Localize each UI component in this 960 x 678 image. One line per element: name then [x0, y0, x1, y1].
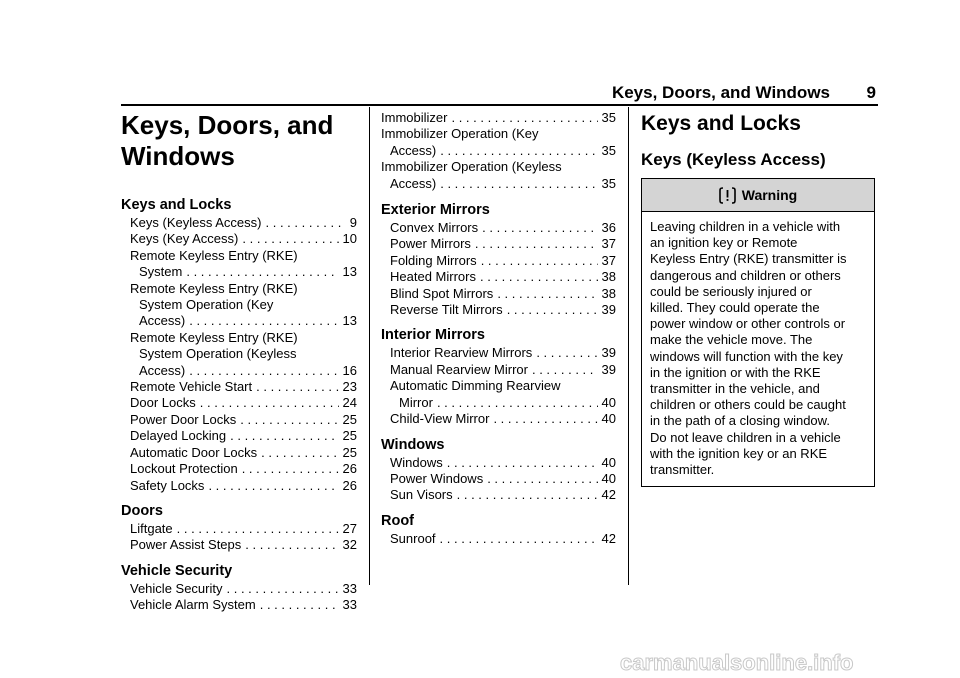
- toc-entry[interactable]: [121, 597, 357, 613]
- warning-box: [641, 178, 875, 487]
- chapter-title-line-1: Keys, Doors, and: [121, 110, 334, 140]
- toc-entry-title: Delayed Locking: [130, 428, 227, 444]
- toc-column-2: [381, 110, 616, 547]
- toc-entry-page: 23: [342, 379, 357, 395]
- toc-entry[interactable]: [121, 330, 357, 379]
- toc-entry-page: 27: [342, 520, 357, 536]
- toc-entry-page: 10: [342, 231, 357, 247]
- toc-leader-dots: [497, 286, 597, 302]
- toc-leader-dots: [457, 487, 598, 503]
- toc-entry-page: 26: [342, 461, 357, 477]
- toc-entry-page: 9: [349, 215, 357, 230]
- toc-entry-title: Convex Mirrors: [390, 220, 479, 236]
- subsection-title: Keys (Keyless Access): [641, 150, 826, 169]
- toc-section-heading: Doors: [121, 502, 163, 519]
- toc-entry-title: Windows: [390, 454, 443, 470]
- toc-leader-dots: [475, 236, 598, 252]
- toc-entry[interactable]: [121, 537, 357, 553]
- toc-list: [381, 531, 616, 547]
- toc-entry[interactable]: [381, 378, 616, 411]
- toc-entry-title: Power Door Locks: [130, 411, 237, 427]
- toc-entry[interactable]: [121, 231, 357, 247]
- warning-text-line: Do not leave children in a vehicle: [650, 429, 841, 445]
- toc-entry-page: 42: [601, 530, 616, 546]
- toc-entry-page: 38: [601, 269, 616, 285]
- warning-text-line: power window or other controls or: [650, 316, 846, 332]
- toc-list: [381, 345, 616, 427]
- toc-entry-page: 39: [601, 302, 616, 318]
- toc-entry-page: 26: [342, 477, 357, 493]
- toc-entry[interactable]: [372, 159, 616, 192]
- header-chapter-title: Keys, Doors, and Windows: [611, 83, 830, 102]
- toc-leader-dots: [240, 412, 338, 428]
- toc-entry[interactable]: [121, 395, 357, 411]
- toc-entry-page: 25: [342, 428, 357, 444]
- toc-entry[interactable]: [121, 521, 357, 537]
- toc-leader-dots: [493, 411, 597, 427]
- toc-entry-title: Keys (Key Access): [130, 231, 239, 247]
- toc-leader-dots: [227, 581, 339, 597]
- toc-entry-page: 40: [601, 470, 616, 486]
- toc-leader-dots: [177, 521, 339, 537]
- toc-list: [381, 220, 616, 318]
- toc-list: [121, 581, 357, 614]
- toc-leader-dots: [440, 531, 598, 547]
- toc-entry-page: 33: [342, 597, 357, 613]
- toc-entry-title: Liftgate: [130, 520, 173, 536]
- toc-entry-page: 39: [601, 345, 616, 361]
- content-column: [641, 111, 877, 170]
- toc-entry[interactable]: [381, 487, 616, 503]
- header-rule: [121, 104, 878, 106]
- toc-entry[interactable]: [121, 281, 357, 330]
- toc-list: [381, 455, 616, 504]
- toc-leader-dots: [440, 143, 597, 159]
- watermark-text: carmanualsonline.info: [620, 650, 854, 675]
- toc-entry-page: 24: [342, 395, 357, 411]
- toc-entry[interactable]: [372, 110, 616, 126]
- toc-list: [372, 110, 616, 192]
- toc-entry-page: 32: [342, 537, 357, 553]
- toc-lead-entries: [381, 110, 616, 192]
- toc-entry-page: 35: [601, 175, 616, 191]
- toc-section-heading: Roof: [381, 512, 415, 529]
- toc-entry-page: 13: [342, 264, 357, 280]
- toc-entry-page: 33: [342, 580, 357, 596]
- toc-leader-dots: [266, 215, 346, 231]
- toc-entry[interactable]: [381, 286, 616, 302]
- toc-entry[interactable]: [381, 236, 616, 252]
- toc-entry[interactable]: [381, 302, 616, 318]
- toc-entry-title: Immobilizer Operation (Keyless: [381, 159, 562, 175]
- warning-text-line: make the vehicle move. The: [650, 332, 813, 348]
- toc-entry-title: Interior Rearview Mirrors: [390, 345, 533, 361]
- toc-entry-title: Automatic Door Locks: [130, 444, 258, 460]
- toc-entry-title: Blind Spot Mirrors: [390, 285, 494, 301]
- toc-entry-page: 16: [342, 362, 357, 378]
- toc-entry-title: Child-View Mirror: [390, 411, 490, 427]
- toc-entry-title: Remote Keyless Entry (RKE): [130, 329, 298, 345]
- toc-entry-page: 35: [601, 110, 616, 125]
- toc-entry[interactable]: [381, 253, 616, 269]
- toc-entry[interactable]: [381, 531, 616, 547]
- toc-column-1: [121, 110, 357, 614]
- toc-list: [121, 215, 357, 494]
- toc-entry-title: Manual Rearview Mirror: [390, 361, 528, 377]
- toc-entry-title: System Operation (Key: [139, 297, 274, 313]
- toc-leader-dots: [437, 395, 598, 411]
- toc-section-heading: Exterior Mirrors: [381, 202, 490, 219]
- toc-leader-dots: [261, 445, 338, 461]
- toc-entry[interactable]: [372, 126, 616, 159]
- toc-leader-dots: [245, 537, 338, 553]
- warning-text-line: dangerous and children or others: [650, 267, 841, 283]
- toc-entry-title: Access): [390, 175, 437, 191]
- toc-entry[interactable]: [121, 379, 357, 395]
- chapter-title: [121, 110, 357, 172]
- toc-entry-title: Power Mirrors: [390, 236, 471, 252]
- toc-entry[interactable]: [121, 445, 357, 461]
- toc-entry[interactable]: [381, 471, 616, 487]
- toc-section-heading: Keys and Locks: [121, 197, 232, 213]
- toc-entry-title: Remote Vehicle Start: [130, 379, 253, 395]
- toc-entry-title: Sunroof: [390, 530, 436, 546]
- toc-entry-title: Mirror: [399, 394, 433, 410]
- toc-sections-2: [381, 202, 616, 547]
- column-divider-1: [369, 107, 370, 585]
- toc-entry-page: 25: [342, 411, 357, 427]
- toc-leader-dots: [230, 428, 338, 444]
- toc-leader-dots: [536, 345, 597, 361]
- toc-entry-page: 42: [601, 487, 616, 503]
- toc-leader-dots: [260, 597, 339, 613]
- toc-entry-title: Reverse Tilt Mirrors: [390, 302, 503, 318]
- warning-text: [642, 212, 874, 485]
- toc-section-heading: Windows: [381, 436, 445, 453]
- warning-title: Warning: [741, 187, 798, 203]
- toc-leader-dots: [482, 220, 597, 236]
- toc-entry-title: Keys (Keyless Access): [130, 215, 262, 230]
- toc-entry-title: Lockout Protection: [130, 461, 238, 477]
- toc-entry-page: 13: [342, 313, 357, 329]
- toc-entry[interactable]: [121, 478, 357, 494]
- warning-text-line: in the ignition or with the RKE: [650, 364, 821, 380]
- toc-leader-dots: [440, 176, 597, 192]
- warning-text-line: Leaving children in a vehicle with: [650, 219, 841, 234]
- toc-entry[interactable]: [381, 345, 616, 361]
- warning-text-line: in the path of a closing window.: [650, 413, 830, 429]
- toc-entry[interactable]: [381, 455, 616, 471]
- toc-leader-dots: [480, 269, 598, 285]
- toc-entry[interactable]: [381, 411, 616, 427]
- toc-entry[interactable]: [381, 269, 616, 285]
- toc-section-heading: Interior Mirrors: [381, 327, 485, 344]
- toc-entry[interactable]: [121, 248, 357, 281]
- toc-entry[interactable]: [381, 362, 616, 378]
- toc-leader-dots: [487, 471, 597, 487]
- toc-entry[interactable]: [121, 428, 357, 444]
- toc-leader-dots: [208, 478, 338, 494]
- toc-entry-title: Automatic Dimming Rearview: [390, 378, 561, 394]
- toc-leader-dots: [256, 379, 338, 395]
- warning-text-line: killed. They could operate the: [650, 300, 820, 316]
- toc-entry[interactable]: [121, 581, 357, 597]
- toc-entry-title: Access): [139, 362, 186, 378]
- warning-text-line: could be seriously injured or: [650, 283, 812, 299]
- toc-section-heading: Vehicle Security: [121, 562, 233, 579]
- toc-entry-page: 37: [601, 252, 616, 268]
- toc-entry-title: Vehicle Security: [130, 580, 223, 596]
- warning-text-line: children or others could be caught: [650, 397, 846, 413]
- toc-leader-dots: [189, 363, 338, 379]
- toc-entry-title: Power Windows: [390, 470, 484, 486]
- toc-leader-dots: [200, 395, 339, 411]
- warning-text-line: transmitter.: [650, 462, 715, 478]
- warning-header: [642, 179, 874, 212]
- toc-list: [121, 521, 357, 554]
- toc-sections-1: [121, 197, 357, 614]
- warning-bracket-icon: [719, 187, 736, 204]
- toc-entry-page: 35: [601, 142, 616, 158]
- toc-entry-title: Sun Visors: [390, 487, 453, 503]
- toc-entry-title: Power Assist Steps: [130, 537, 242, 553]
- toc-leader-dots: [451, 110, 597, 126]
- toc-entry-page: 40: [601, 411, 616, 427]
- toc-entry-title: Immobilizer Operation (Key: [381, 126, 539, 142]
- toc-entry[interactable]: [381, 220, 616, 236]
- toc-entry-title: Access): [139, 313, 186, 329]
- toc-entry-title: Safety Locks: [130, 477, 205, 493]
- toc-leader-dots: [189, 313, 338, 329]
- toc-entry-page: 37: [601, 236, 616, 252]
- toc-entry-title: Vehicle Alarm System: [130, 597, 256, 613]
- header-page-number: 9: [866, 83, 876, 102]
- toc-entry[interactable]: [121, 412, 357, 428]
- toc-entry-title: Immobilizer: [381, 110, 448, 125]
- warning-text-line: Keyless Entry (RKE) transmitter is: [650, 251, 847, 267]
- chapter-title-line-2: Windows: [121, 141, 235, 171]
- toc-entry-page: 40: [601, 454, 616, 470]
- toc-entry-title: Access): [390, 142, 437, 158]
- toc-entry-page: 40: [601, 394, 616, 410]
- warning-text-line: transmitter in the vehicle, and: [650, 381, 820, 397]
- warning-text-line: windows will function with the key: [650, 348, 843, 364]
- toc-entry-page: 36: [601, 220, 616, 236]
- warning-text-line: with the ignition key or an RKE: [650, 445, 828, 461]
- toc-entry-title: Door Locks: [130, 395, 196, 411]
- toc-entry-title: Folding Mirrors: [390, 252, 477, 268]
- toc-entry[interactable]: [121, 461, 357, 477]
- toc-entry[interactable]: [121, 215, 357, 231]
- toc-entry-title: Remote Keyless Entry (RKE): [130, 247, 298, 263]
- watermark: [620, 648, 950, 676]
- toc-leader-dots: [507, 302, 598, 318]
- column-divider-2: [628, 107, 629, 585]
- toc-leader-dots: [186, 264, 338, 280]
- warning-text-line: an ignition key or Remote: [650, 235, 798, 251]
- toc-leader-dots: [242, 461, 339, 477]
- page-header: [121, 83, 878, 104]
- toc-entry-page: 38: [601, 285, 616, 301]
- toc-leader-dots: [481, 253, 598, 269]
- toc-leader-dots: [532, 362, 598, 378]
- toc-entry-title: System: [139, 264, 183, 280]
- toc-entry-page: 39: [601, 361, 616, 377]
- toc-entry-title: Remote Keyless Entry (RKE): [130, 280, 298, 296]
- toc-entry-page: 25: [342, 444, 357, 460]
- toc-entry-title: Heated Mirrors: [390, 269, 476, 285]
- toc-leader-dots: [242, 231, 338, 247]
- toc-entry-title: System Operation (Keyless: [139, 346, 297, 362]
- section-title: Keys and Locks: [641, 112, 801, 135]
- toc-leader-dots: [447, 455, 598, 471]
